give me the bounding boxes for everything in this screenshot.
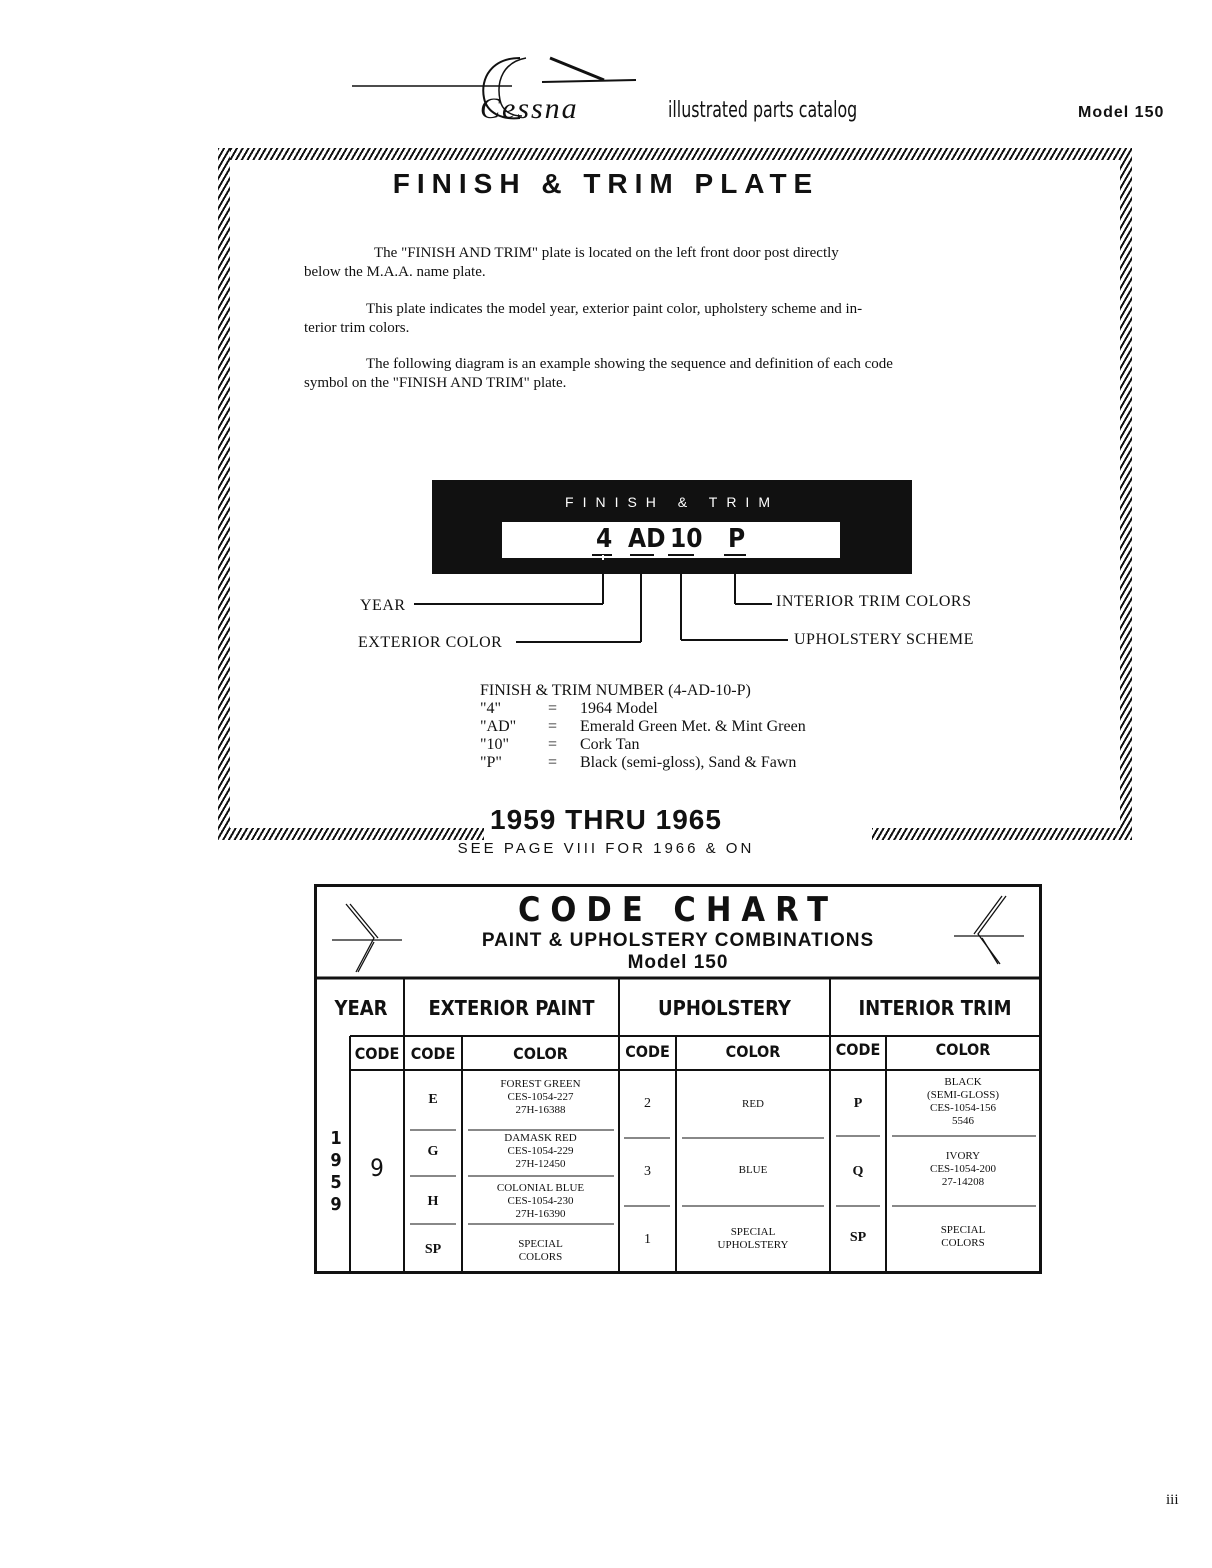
catalog-title: illustrated parts catalog bbox=[668, 98, 858, 123]
legend-desc: Black (semi-gloss), Sand & Fawn bbox=[580, 754, 797, 771]
code-chart-title: CODE CHART bbox=[517, 890, 838, 930]
uph-code: 1 bbox=[644, 1232, 651, 1247]
ext-color bbox=[462, 1078, 619, 1117]
ext-color-line: 27H-16388 bbox=[515, 1104, 566, 1116]
subheader-year-code: CODE bbox=[354, 1044, 400, 1063]
code-chart-subtitle: PAINT & UPHOLSTERY COMBINATIONS bbox=[481, 930, 875, 951]
ext-color-line: DAMASK RED bbox=[504, 1132, 577, 1144]
paragraph-2-line-2: terior trim colors. bbox=[304, 320, 410, 336]
legend-code: "P" bbox=[480, 754, 502, 771]
header-interior-trim: INTERIOR TRIM bbox=[858, 996, 1012, 1020]
int-color bbox=[886, 1224, 1040, 1250]
int-code: P bbox=[853, 1096, 863, 1111]
legend-eq: = bbox=[548, 718, 558, 735]
int-color bbox=[886, 1076, 1040, 1128]
legend-heading: FINISH & TRIM NUMBER (4-AD-10-P) bbox=[480, 682, 751, 699]
label-exterior-color: EXTERIOR COLOR bbox=[358, 634, 503, 651]
legend-desc: 1964 Model bbox=[580, 700, 658, 717]
legend-eq: = bbox=[548, 754, 558, 771]
ext-code: SP bbox=[424, 1242, 442, 1257]
int-code: SP bbox=[849, 1230, 867, 1245]
uph-color bbox=[676, 1164, 830, 1177]
paragraph-1-line-2: below the M.A.A. name plate. bbox=[304, 264, 486, 280]
subheader-ext-code: CODE bbox=[410, 1044, 456, 1063]
legend-code: "10" bbox=[480, 736, 510, 753]
legend-eq: = bbox=[548, 736, 558, 753]
label-upholstery-scheme: UPHOLSTERY SCHEME bbox=[794, 631, 974, 648]
paragraph-3-line-1: The following diagram is an example showing the sequence and definition of each code bbox=[366, 356, 893, 372]
year-side-digit: 9 bbox=[330, 1194, 342, 1215]
ext-code: G bbox=[427, 1144, 439, 1159]
range-subtitle: SEE PAGE VIII FOR 1966 & ON bbox=[457, 840, 755, 857]
range-title: 1959 THRU 1965 bbox=[490, 804, 722, 835]
ext-color bbox=[462, 1182, 619, 1221]
paragraph-2-line-1: This plate indicates the model year, exterior paint color, upholstery scheme and in- bbox=[366, 301, 863, 317]
year-side-digit: 5 bbox=[330, 1172, 342, 1193]
subheader-uph-code: CODE bbox=[625, 1042, 670, 1061]
plate-code-exterior: AD bbox=[628, 524, 666, 554]
brand-wordmark: Cessna bbox=[480, 92, 579, 125]
int-code: Q bbox=[852, 1164, 864, 1179]
plate-code-year: 4 bbox=[596, 524, 613, 554]
uph-color bbox=[676, 1098, 830, 1111]
uph-color-line: UPHOLSTERY bbox=[717, 1239, 789, 1251]
uph-color-line: RED bbox=[742, 1098, 764, 1110]
int-color-line: COLORS bbox=[941, 1237, 985, 1249]
ext-color-line: COLONIAL BLUE bbox=[496, 1182, 585, 1194]
ext-color-line: CES-1054-229 bbox=[507, 1145, 574, 1157]
ext-code: H bbox=[427, 1194, 439, 1209]
int-color bbox=[886, 1150, 1040, 1189]
plate-code-upholstery: 10 bbox=[670, 524, 703, 554]
uph-color bbox=[676, 1226, 830, 1252]
header-year: YEAR bbox=[334, 996, 388, 1020]
header-model: Model 150 bbox=[1078, 104, 1165, 121]
legend-desc: Cork Tan bbox=[580, 736, 640, 753]
uph-code: 3 bbox=[644, 1164, 651, 1179]
paragraph-3-line-2: symbol on the "FINISH AND TRIM" plate. bbox=[304, 375, 567, 391]
int-color-line: (SEMI-GLOSS) bbox=[926, 1089, 1000, 1101]
ext-color-line: CES-1054-227 bbox=[507, 1091, 574, 1103]
ext-color-line: CES-1054-230 bbox=[507, 1195, 574, 1207]
year-code: 9 bbox=[370, 1154, 384, 1182]
label-interior-trim-colors: INTERIOR TRIM COLORS bbox=[776, 593, 972, 610]
plate-code-interior: P bbox=[728, 524, 746, 554]
ext-color-line: 27H-16390 bbox=[515, 1208, 566, 1220]
section-title: FINISH & TRIM PLATE bbox=[392, 168, 820, 199]
ext-color bbox=[462, 1132, 619, 1171]
ext-color-line: SPECIAL bbox=[518, 1238, 563, 1250]
plate-title: FINISH & TRIM bbox=[565, 494, 779, 510]
ext-color-line: COLORS bbox=[518, 1251, 563, 1263]
legend-code: "AD" bbox=[480, 718, 517, 735]
int-color-line: SPECIAL bbox=[940, 1224, 986, 1236]
legend-eq: = bbox=[548, 700, 558, 717]
int-color-line: 27-14208 bbox=[941, 1176, 985, 1188]
int-color-line: CES-1054-200 bbox=[930, 1163, 996, 1175]
header-upholstery: UPHOLSTERY bbox=[658, 996, 791, 1020]
header-exterior-paint: EXTERIOR PAINT bbox=[428, 996, 595, 1020]
uph-color-line: SPECIAL bbox=[730, 1226, 776, 1238]
uph-color-line: BLUE bbox=[738, 1164, 768, 1176]
ext-color bbox=[462, 1238, 619, 1264]
code-chart-model: Model 150 bbox=[627, 952, 729, 973]
legend-desc: Emerald Green Met. & Mint Green bbox=[580, 718, 806, 735]
ext-color-line: FOREST GREEN bbox=[500, 1078, 581, 1090]
int-color-line: 5546 bbox=[952, 1115, 974, 1127]
int-color-line: IVORY bbox=[945, 1150, 981, 1162]
subheader-int-code: CODE bbox=[835, 1040, 881, 1059]
subheader-ext-color: COLOR bbox=[513, 1044, 568, 1063]
ext-color-line: 27H-12450 bbox=[515, 1158, 566, 1170]
year-side-digit: 9 bbox=[330, 1150, 342, 1171]
int-color-line: CES-1054-156 bbox=[930, 1102, 996, 1114]
subheader-uph-color: COLOR bbox=[725, 1042, 781, 1061]
paragraph-1-line-1: The "FINISH AND TRIM" plate is located on the left front door post directly bbox=[374, 245, 839, 261]
legend-code: "4" bbox=[480, 700, 502, 717]
int-color-line: BLACK bbox=[944, 1076, 982, 1088]
ext-code: E bbox=[428, 1092, 438, 1107]
subheader-int-color: COLOR bbox=[935, 1040, 991, 1059]
year-side-digit: 1 bbox=[330, 1128, 342, 1149]
page-number: iii bbox=[1166, 1492, 1179, 1508]
uph-code: 2 bbox=[644, 1096, 651, 1111]
label-year: YEAR bbox=[360, 597, 406, 614]
